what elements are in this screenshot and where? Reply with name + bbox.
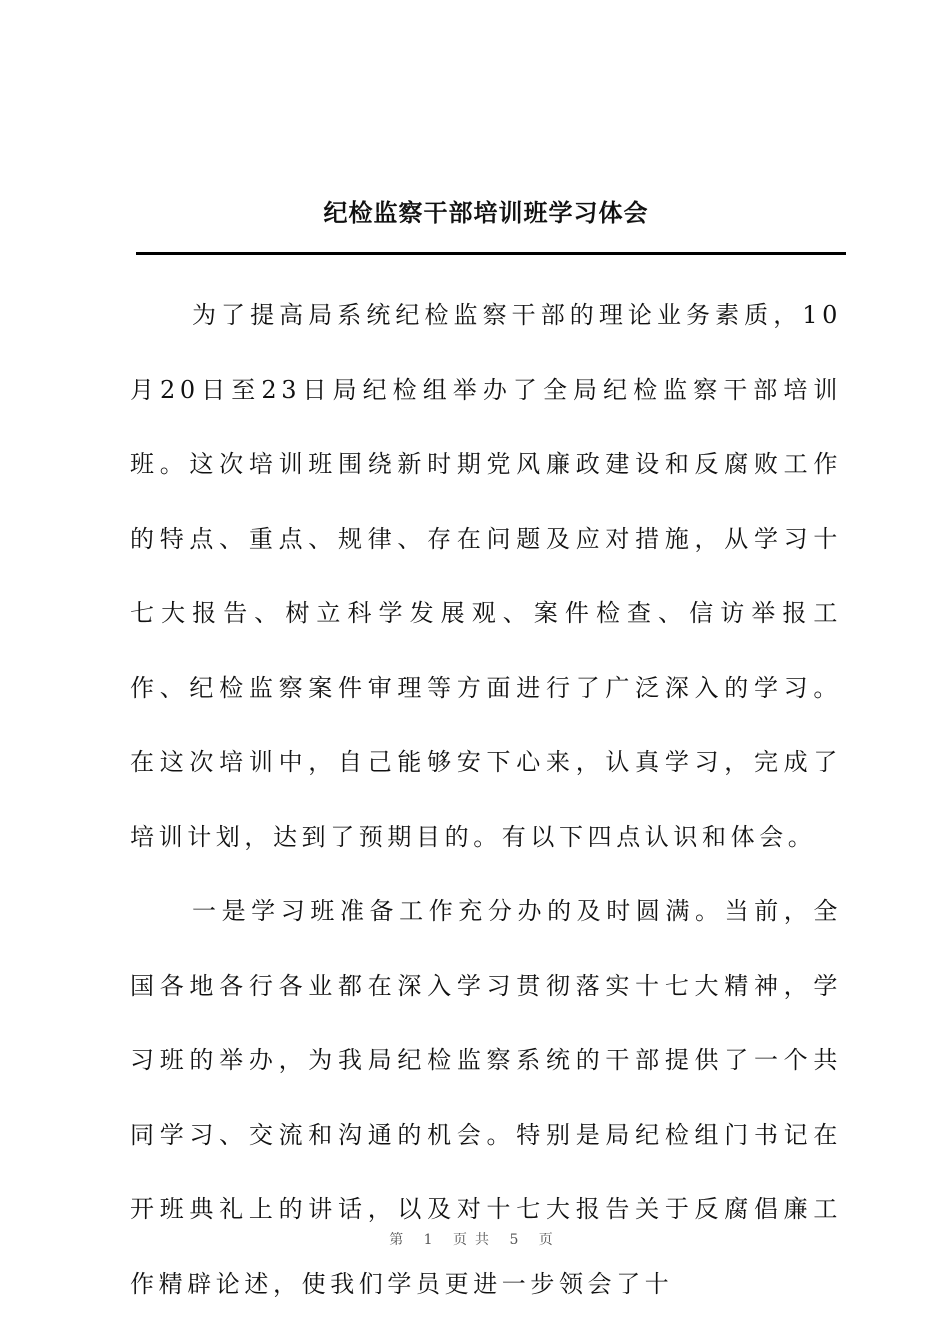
- title-underline: [136, 252, 846, 255]
- document-body: [130, 278, 842, 1321]
- paragraph-1: 为了提高局系统纪检监察干部的理论业务素质，10月20日至23日局纪检组举办了全局纪检监察干部培训班。这次培训班围绕新时期党风廉政建设和反腐败工作的特点、重点、规律、存在问题及应对措施，从学习十七大报告、树立科学发展观、案件检查、信访举报工作、纪检监察案件审理等方面进行了广泛深入的学习。在这次培训中，自己能够安下心来，认真学习，完成了培训计划，达到了预期目的。有以下四点认识和体会。: [130, 301, 842, 851]
- document-title: 纪检监察干部培训班学习体会: [323, 198, 649, 227]
- page-number-footer: 第 1 页共 5 页: [389, 1232, 561, 1248]
- paragraph-2: 一是学习班准备工作充分办的及时圆满。当前，全国各地各行各业都在深入学习贯彻落实十七大精神，学习班的举办，为我局纪检监察系统的干部提供了一个共同学习、交流和沟通的机会。特别是局纪检组门书记在开班典礼上的讲话，以及对十七大报告关于反腐倡廉工作精辟论述，使我们学员更进一步领会了十: [130, 897, 842, 1298]
